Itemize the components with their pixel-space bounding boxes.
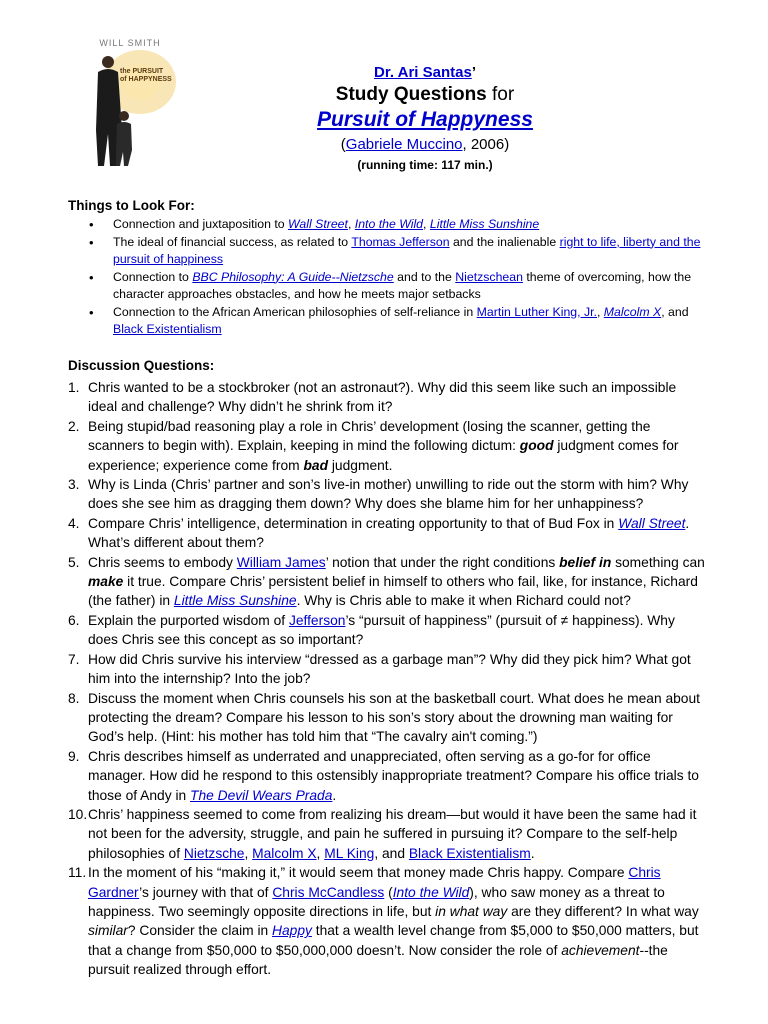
author-line: Dr. Ari Santas’ <box>374 64 476 81</box>
discussion-question <box>68 553 708 611</box>
text-span: Chris’ happiness seemed to come from realizing his dream—but would it have been the same had it not been for the adversity, struggle, and pain he suffered in pursuing it? Compare to the self-help philosophies of <box>88 806 697 861</box>
text-span: ’s journey with that of <box>139 884 273 900</box>
discussion-question <box>68 417 708 475</box>
text-link[interactable]: Nietzsche <box>183 845 245 861</box>
text-span: that a wealth level change from $5,000 to $50,000 matters, but that a change from $50,000 to $50,000,000 doesn’t. Now consider the role of <box>88 923 699 958</box>
bullet: • <box>89 217 94 232</box>
emphasis-text: make <box>88 574 124 590</box>
text-link[interactable]: Jefferson <box>288 612 346 628</box>
text-span: Connection and juxtaposition to <box>113 217 289 231</box>
poster-title: the PURSUIT of HAPPYNESS <box>120 68 172 83</box>
text-link[interactable]: Martin Luther King, Jr. <box>476 304 597 319</box>
emphasis-text: good <box>519 438 554 454</box>
discussion-question <box>68 378 708 417</box>
author-link[interactable]: Dr. Ari Santas <box>374 64 472 81</box>
bullet: • <box>89 234 94 250</box>
look-for-heading: Things to Look For: <box>68 198 195 213</box>
text-link[interactable]: ML King <box>324 845 375 861</box>
film-title <box>250 108 600 132</box>
text-span: The ideal of financial success, as related to <box>113 234 352 249</box>
discussion-question <box>68 514 708 553</box>
director-line: (Gabriele Muccino, 2006) <box>340 136 510 153</box>
poster-image <box>84 38 176 170</box>
director-link[interactable]: Gabriele Muccino <box>345 136 463 153</box>
text-link[interactable]: right to life, liberty and the pursuit of happiness <box>113 234 701 266</box>
text-link[interactable]: Malcolm X <box>603 304 662 319</box>
text-span: Chris seems to embody <box>88 554 237 570</box>
text-span: , <box>316 845 325 861</box>
text-span: --the pursuit realized through effort. <box>88 942 668 978</box>
text-link[interactable]: Malcolm X <box>252 845 317 861</box>
discussion-question <box>68 611 708 650</box>
poster-top-text: WILL SMITH <box>99 38 161 48</box>
text-span: Connection to the African American philosophies of self-reliance in <box>113 304 477 319</box>
discussion-list <box>68 378 708 980</box>
question-number: 8. <box>68 690 80 706</box>
text-link[interactable]: Into the Wild <box>354 217 424 231</box>
discussion-question <box>68 805 708 863</box>
emphasis-text: in what way <box>435 903 508 919</box>
text-span: judgment comes for experience; experience come from <box>88 438 679 473</box>
movie-poster <box>84 38 176 170</box>
question-number: 3. <box>68 477 80 493</box>
text-link[interactable]: William James <box>236 554 326 570</box>
text-span: Compare Chris’ intelligence, determination in creating opportunity to that of Bud Fox in <box>88 515 619 531</box>
discussion-question <box>68 689 708 747</box>
text-span: Discuss the moment when Chris counsels his son at the basketball court. What does he mean about protecting the dream? Compare his lesson to his son’s story about the drowning man waiting for God’s help. (Hint: his mother has told him that “The cavalry ain't coming.”) <box>88 690 700 745</box>
text-span: , <box>423 217 430 231</box>
text-link[interactable]: Chris Gardner <box>88 865 661 900</box>
emphasis-text: similar <box>88 923 128 939</box>
text-span: ( <box>384 884 393 900</box>
running-time: (running time: 117 min.) <box>357 158 493 172</box>
text-span: and to the <box>393 269 456 284</box>
text-span: How did Chris survive his interview “dressed as a garbage man”? Why did they pick him? What got him into the internship? Into the job? <box>88 651 691 687</box>
text-span: Being stupid/bad reasoning play a role in Chris’ development (losing the scanner, getting the scanners to begin with). Explain, keeping in mind the following dictum: <box>88 418 651 454</box>
text-span: . Why is Chris able to make it when Richard could not? <box>296 593 631 609</box>
question-number: 4. <box>68 515 80 531</box>
text-link[interactable]: Chris McCandless <box>272 884 385 900</box>
discussion-question <box>68 863 708 979</box>
text-span: . <box>332 787 337 803</box>
question-number: 11. <box>68 865 87 881</box>
text-span: ’ notion that under the right conditions <box>325 554 560 570</box>
text-span: ? Consider the claim in <box>127 923 273 939</box>
study-title: Study Questions for <box>335 84 515 105</box>
text-span: In the moment of his “making it,” it would seem that money made Chris happy. Compare <box>88 865 629 881</box>
text-span: something can <box>611 554 705 570</box>
text-link[interactable]: Wall Street <box>288 217 348 231</box>
text-span: Explain the purported wisdom of <box>88 612 289 628</box>
text-link[interactable]: Little Miss Sunshine <box>173 593 297 609</box>
question-number: 1. <box>68 380 80 395</box>
text-span: judgment. <box>328 457 393 473</box>
text-link[interactable]: Thomas Jefferson <box>351 234 450 249</box>
discussion-question <box>68 650 708 689</box>
look-for-item <box>68 269 708 304</box>
question-number: 6. <box>68 612 80 628</box>
text-link[interactable]: Happy <box>272 923 312 939</box>
question-number: 9. <box>68 748 80 764</box>
discussion-question <box>68 747 708 805</box>
text-link[interactable]: Black Existentialism <box>408 845 531 861</box>
text-link[interactable]: Black Existentialism <box>113 322 222 336</box>
discussion-heading: Discussion Questions: <box>68 358 215 373</box>
text-span: , <box>347 217 355 231</box>
text-link[interactable]: BBC Philosophy: A Guide--Nietzsche <box>192 269 394 284</box>
look-for-item <box>68 234 708 269</box>
question-number: 7. <box>68 651 80 667</box>
text-link[interactable]: The Devil Wears Prada <box>190 787 333 803</box>
film-link[interactable]: Pursuit of Happyness <box>317 108 533 131</box>
look-for-list <box>68 216 708 339</box>
text-span: . What’s different about them? <box>88 515 690 551</box>
text-span: Chris describes himself as underrated and unappreciated, often serving as a go-for for office manager. How did he respond to this ostensibly inappropriate treatment? Compare his office trials to those of Andy in <box>88 748 699 803</box>
text-span: ’s “pursuit of happiness” (pursuit of ≠ happiness). Why does Chris see this concept as so important? <box>88 612 675 648</box>
text-link[interactable]: Nietzschean <box>455 269 523 284</box>
text-span: , and <box>374 845 409 861</box>
text-span: are they different? In what way <box>507 903 699 919</box>
text-span: and the inalienable <box>449 234 560 249</box>
question-number: 5. <box>68 554 80 570</box>
text-span: theme of overcoming, how the character approaches obstacles, and how he meets major setbacks <box>113 269 692 301</box>
text-span: Connection to <box>113 269 193 284</box>
emphasis-text: belief in <box>559 554 612 570</box>
bullet: • <box>89 304 94 320</box>
look-for-item <box>68 304 708 339</box>
emphasis-text: bad <box>303 457 329 473</box>
text-span: . <box>530 845 535 861</box>
question-number: 10. <box>68 806 88 822</box>
text-span: , <box>596 304 604 319</box>
text-link[interactable]: Little Miss Sunshine <box>429 217 540 231</box>
text-link[interactable]: Wall Street <box>618 515 686 531</box>
bullet: • <box>89 269 94 285</box>
text-span: Chris wanted to be a stockbroker (not an astronaut?). Why did this seem like such an impossible ideal and challenge? Why didn’t he shrink from it? <box>88 380 677 415</box>
emphasis-text: achievement <box>561 942 640 958</box>
text-span: it true. Compare Chris’ persistent belief in himself to others who fail, like, for instance, Richard (the father) in <box>88 574 698 609</box>
look-for-item <box>68 216 708 234</box>
text-span: , and <box>661 304 689 319</box>
text-span: Why is Linda (Chris’ partner and son’s live-in mother) unwilling to ride out the storm with him? Why does she see him as dragging them down? Why does she blame him for her unhappiness? <box>88 477 689 512</box>
discussion-question <box>68 475 708 514</box>
question-number: 2. <box>68 418 80 434</box>
text-span: , <box>244 845 253 861</box>
text-span: ), who saw money as a threat to happiness. Two seemingly opposite directions in life, but <box>88 884 665 919</box>
text-link[interactable]: Into the Wild <box>392 884 470 900</box>
